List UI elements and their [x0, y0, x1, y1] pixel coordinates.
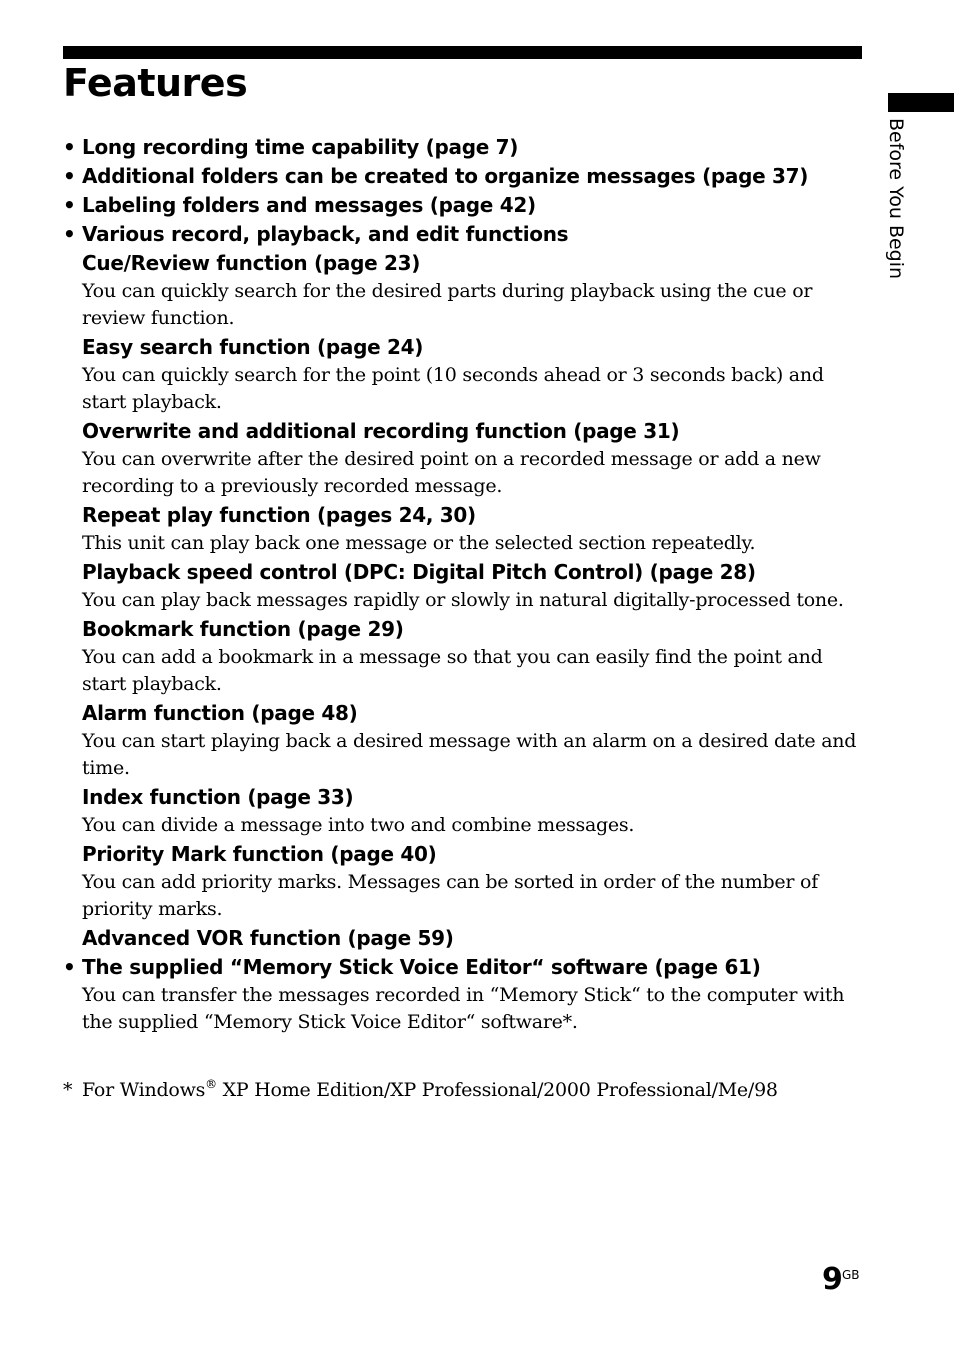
function-description: You can start playing back a desired message with an alarm on a desired date and time.: [82, 730, 857, 779]
bullet-heading: [63, 191, 863, 220]
function-description: You can add a bookmark in a message so that you can easily find the point and start playback.: [82, 646, 823, 695]
function-heading: [63, 417, 863, 446]
bullet-heading: [63, 953, 863, 982]
footnote: [63, 1077, 863, 1104]
function-heading: [63, 840, 863, 869]
heading-text: Repeat play function (pages 24, 30): [82, 503, 476, 527]
heading-text: Priority Mark function (page 40): [82, 842, 437, 866]
footnote-mark: *: [63, 1079, 73, 1101]
heading-text: Index function (page 33): [82, 785, 354, 809]
heading-text: Additional folders can be created to organize messages (page 37): [82, 164, 809, 188]
bullet-heading: [63, 220, 863, 249]
function-heading: [63, 558, 863, 587]
heading-text: Easy search function (page 24): [82, 335, 424, 359]
heading-text: Cue/Review function (page 23): [82, 251, 421, 275]
function-description: You can divide a message into two and combine messages.: [82, 814, 635, 836]
bullet-icon: •: [63, 955, 76, 979]
function-description: You can play back messages rapidly or slowly in natural digitally-processed tone.: [82, 589, 844, 611]
function-heading: [63, 501, 863, 530]
function-description: You can overwrite after the desired point on a recorded message or add a new recording to a previously recorded message.: [82, 448, 821, 497]
bullet-icon: •: [63, 164, 76, 188]
function-heading: [63, 333, 863, 362]
heading-text: Long recording time capability (page 7): [82, 135, 519, 159]
function-description: This unit can play back one message or the selected section repeatedly.: [82, 532, 756, 554]
footnote-suffix: XP Home Edition/XP Professional/2000 Professional/Me/98: [216, 1079, 778, 1101]
bullet-icon: •: [63, 193, 76, 217]
heading-text: Advanced VOR function (page 59): [82, 926, 454, 950]
heading-text: Labeling folders and messages (page 42): [82, 193, 536, 217]
function-description: You can add priority marks. Messages can be sorted in order of the number of priority marks.: [82, 871, 818, 920]
heading-text: The supplied “Memory Stick Voice Editor“ software (page 61): [82, 955, 761, 979]
page-suffix: GB: [842, 1268, 860, 1282]
section-tab-label: Before You Begin: [885, 118, 907, 280]
function-description: You can transfer the messages recorded in “Memory Stick“ to the computer with the supplied “Memory Stick Voice Editor“ software*.: [82, 984, 845, 1033]
heading-text: Overwrite and additional recording function (page 31): [82, 419, 680, 443]
function-description: You can quickly search for the desired parts during playback using the cue or review function.: [82, 280, 813, 329]
heading-text: Alarm function (page 48): [82, 701, 358, 725]
function-heading: [63, 699, 863, 728]
top-rule: [63, 46, 862, 59]
section-tab-marker: [888, 93, 954, 112]
function-description: You can quickly search for the point (10 seconds ahead or 3 seconds back) and start playback.: [82, 364, 824, 413]
bullet-icon: •: [63, 222, 76, 246]
footnote-prefix: For Windows: [82, 1079, 206, 1101]
heading-text: Playback speed control (DPC: Digital Pitch Control) (page 28): [82, 560, 756, 584]
bullet-heading: [63, 133, 863, 162]
heading-text: Various record, playback, and edit functions: [82, 222, 569, 246]
bullet-heading: [63, 162, 863, 191]
feature-list: [63, 133, 863, 1037]
function-heading: [63, 924, 863, 953]
function-heading: [63, 615, 863, 644]
function-heading: [63, 249, 863, 278]
page-number: 9: [822, 1262, 843, 1297]
page-title: Features: [63, 61, 248, 105]
bullet-icon: •: [63, 135, 76, 159]
heading-text: Bookmark function (page 29): [82, 617, 404, 641]
function-heading: [63, 783, 863, 812]
registered-mark: ®: [205, 1077, 217, 1091]
